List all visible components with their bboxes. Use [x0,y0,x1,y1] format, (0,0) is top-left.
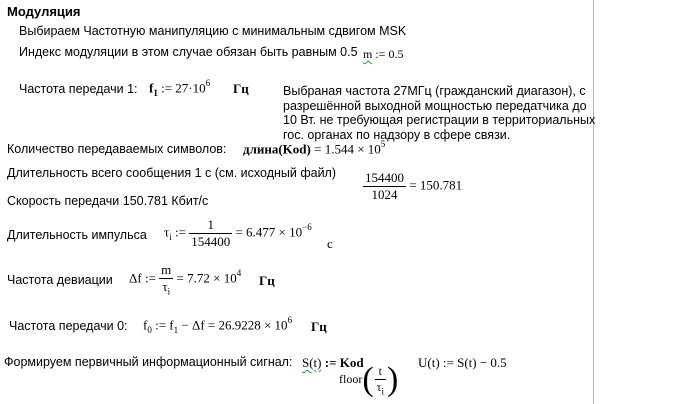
signal-s-assign: := Kod [321,355,364,370]
symbols-count-expr[interactable] [243,140,385,157]
floor-fn: floor [339,371,363,386]
freq-tx1-assign: := 27·10 [157,80,206,96]
pulse-assign: := [171,224,186,240]
freq-tx1-sub: 1 [153,87,158,98]
floor-right-paren: ) [387,361,399,398]
freq-tx0-unit: Гц [311,319,327,334]
pulse-sub: i [169,232,172,243]
deviation-den [159,278,173,297]
section-heading: Модуляция [7,4,81,19]
pulse-var: τ [164,224,170,240]
freq-tx0-expr[interactable] [143,316,292,335]
deviation-unit: Гц [259,273,275,288]
rate-fraction [363,170,406,203]
rate-fraction-den: 1024 [363,186,406,203]
deviation-result: = 7.72 × 10 [176,270,237,286]
floor-den-var: τ [376,379,382,394]
frequency-note-paragraph: Выбраная частота 27МГц (гражданский диагазон), с разрешённой выходной мощностью передатчика до 10 Вт. не требующая регистрации в территориальных гос. органах по надзору в сфере связи. [283,84,596,142]
message-duration-label: Длительность всего сообщения 1 с (см. исходный файл) [7,166,337,180]
freq-tx0-assign-sub: 1 [173,324,179,335]
freq-tx0-var: f [143,317,148,333]
floor-den [375,379,386,396]
freq-tx1-expr[interactable] [149,79,210,98]
symbols-count-result: = 1.544 × 10 [310,141,381,157]
modulation-choice-text: Выбираем Частотную манипуляцию с минимальным сдвигом MSK [19,24,407,38]
freq-tx1-label: Частота передачи 1: [19,82,138,96]
deviation-num: m [161,262,172,277]
freq-tx0-exp: 6 [287,315,293,325]
deviation-fraction [159,262,173,297]
signal-s-var: S(t) [302,355,322,370]
symbols-count-exp: 5 [380,139,386,149]
pulse-unit: c [327,236,333,251]
floor-fraction [375,364,386,396]
index-var: m [363,47,373,61]
freq-tx1-unit: Гц [233,81,249,96]
signal-u-expr[interactable]: U(t) := S(t) − 0.5 [418,355,507,370]
freq-tx0-assign: := f [151,317,174,333]
rate-fraction-result: = 150.781 [409,177,463,193]
deviation-assign: := [141,270,156,286]
freq-tx0-sub: 0 [147,324,152,335]
deviation-var: Δf [129,270,142,286]
freq-tx0-rest: − Δf = 26.9228 × 10 [178,317,288,333]
modulation-index-text: Индекс модуляции в этом случае обязан быть равным 0.5 [19,45,358,59]
floor-num: t [378,363,382,378]
pulse-exp: −6 [302,222,312,233]
pulse-result: = 6.477 × 10 [235,224,303,240]
symbols-count-label: Количество передаваемых символов: [7,142,227,156]
deviation-exp: 4 [236,267,242,278]
rate-calc-expr[interactable] [363,170,462,203]
freq-tx1-var: f [149,80,154,96]
pulse-den: 154400 [191,234,231,249]
pulse-num: 1 [207,217,214,232]
deviation-expr[interactable] [129,262,241,297]
floor-den-sub: i [381,386,384,397]
signal-label: Формируем первичный информационный сигнал: [4,355,293,369]
rate-fraction-num: 154400 [365,170,404,185]
deviation-den-var: τ [162,279,168,294]
symbols-count-fn: длина(Kod) [243,141,311,157]
transmission-rate-label: Скорость передачи 150.781 Кбит/с [7,194,209,208]
signal-floor-expr[interactable] [339,363,398,397]
freq-tx0-label: Частота передачи 0: [9,319,128,333]
pulse-duration-label: Длительность импульса [7,228,147,242]
floor-left-paren: ( [362,361,374,398]
modulation-index-expr[interactable] [363,47,403,62]
pulse-duration-expr[interactable] [164,217,312,250]
deviation-den-sub: i [167,286,171,297]
deviation-label: Частота девиации [7,273,113,287]
index-assign: := 0.5 [372,47,404,61]
freq-tx1-exp: 6 [205,78,211,88]
pulse-fraction [189,217,232,250]
page-break-line [593,0,594,404]
